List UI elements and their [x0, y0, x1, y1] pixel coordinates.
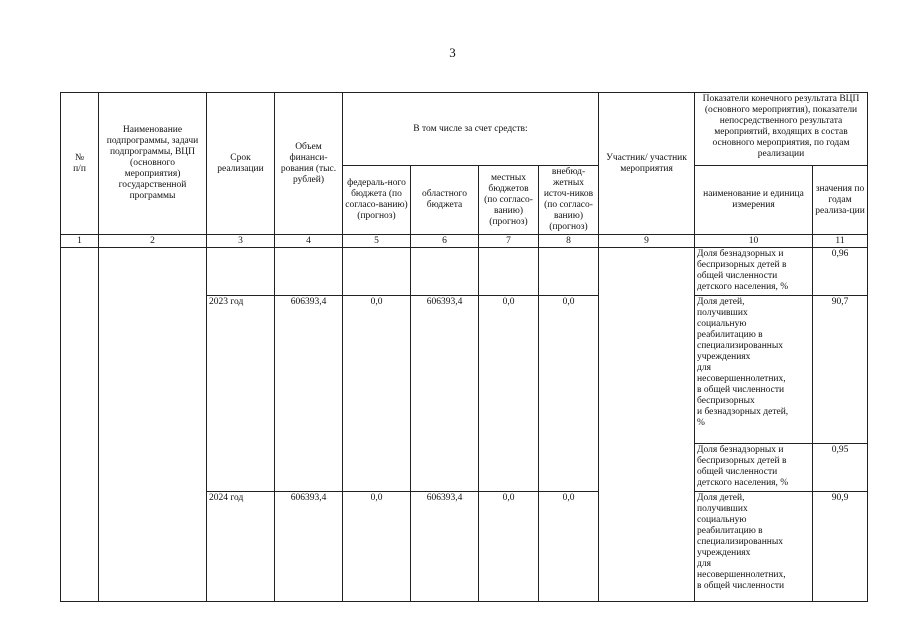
cell-local: 0,0 — [479, 296, 539, 492]
cell-empty — [343, 248, 411, 296]
cell-total: 606393,4 — [275, 492, 343, 602]
header-term: Срок реализации — [207, 93, 275, 235]
indicator-name: Доля безнадзорных и беспризорных детей в общей численности детского населения, % — [695, 444, 813, 492]
table-row — [61, 248, 868, 296]
cell-empty — [207, 248, 275, 296]
column-number: 6 — [411, 235, 479, 248]
column-numbers-row — [61, 235, 868, 248]
cell-empty — [539, 248, 599, 296]
cell-name-empty — [99, 248, 207, 602]
cell-extrabudget: 0,0 — [539, 296, 599, 492]
cell-extrabudget: 0,0 — [539, 492, 599, 602]
column-number: 8 — [539, 235, 599, 248]
cell-year: 2024 год — [207, 492, 275, 602]
cell-empty — [411, 248, 479, 296]
column-number: 3 — [207, 235, 275, 248]
header-name: Наименование подпрограммы, задачи подпрограммы, ВЦП (основного мероприятия) государственной программы — [99, 93, 207, 235]
cell-regional: 606393,4 — [411, 492, 479, 602]
cell-federal: 0,0 — [343, 492, 411, 602]
program-table — [60, 92, 868, 602]
header-extrabudget: внебюд-жетных источ-ников (по согласо-ванию) (прогноз) — [539, 166, 599, 235]
indicator-name: Доля безнадзорных и беспризорных детей в общей численности детского населения, % — [695, 248, 813, 296]
header-local: местных бюджетов (по согласо-ванию) (прогноз) — [479, 166, 539, 235]
indicator-value: 90,7 — [813, 296, 868, 444]
indicator-value: 90,9 — [813, 492, 868, 602]
column-number: 7 — [479, 235, 539, 248]
column-number: 9 — [599, 235, 695, 248]
cell-year: 2023 год — [207, 296, 275, 492]
indicator-name: Доля детей, получивших социальную реабилитацию в специализированных учреждениях для несовершеннолетних, в общей численности беспризорных и безнадзорных детей, % — [695, 296, 813, 444]
header-indicators-group: Показатели конечного результата ВЦП (основного мероприятия), показатели непосредственного результата мероприятий, входящих в состав основного мероприятия, по годам реализации — [695, 93, 868, 166]
indicator-value: 0,95 — [813, 444, 868, 492]
header-volume: Объем финанси-рования (тыс. рублей) — [275, 93, 343, 235]
cell-empty — [275, 248, 343, 296]
column-number: 4 — [275, 235, 343, 248]
column-number: 10 — [695, 235, 813, 248]
header-federal: федераль-ного бюджета (по согласо-ванию) (прогноз) — [343, 166, 411, 235]
cell-total: 606393,4 — [275, 296, 343, 492]
cell-local: 0,0 — [479, 492, 539, 602]
header-funding-group: В том числе за счет средств: — [343, 93, 599, 166]
column-number: 5 — [343, 235, 411, 248]
indicator-value: 0,96 — [813, 248, 868, 296]
header-number: № п/п — [61, 93, 99, 235]
cell-participant-empty — [599, 248, 695, 602]
cell-regional: 606393,4 — [411, 296, 479, 492]
cell-federal: 0,0 — [343, 296, 411, 492]
header-regional: областного бюджета — [411, 166, 479, 235]
indicator-name: Доля детей, получивших социальную реабилитацию в специализированных учреждениях для несовершеннолетних, в общей численности — [695, 492, 813, 602]
cell-number-empty — [61, 248, 99, 602]
header-participant: Участник/ участник мероприятия — [599, 93, 695, 235]
header-indicator-values: значения по годам реализа-ции — [813, 166, 868, 235]
cell-empty — [479, 248, 539, 296]
column-number: 1 — [61, 235, 99, 248]
column-number: 11 — [813, 235, 868, 248]
header-indicator-name: наименование и единица измерения — [695, 166, 813, 235]
column-number: 2 — [99, 235, 207, 248]
page-number: 3 — [449, 45, 456, 60]
